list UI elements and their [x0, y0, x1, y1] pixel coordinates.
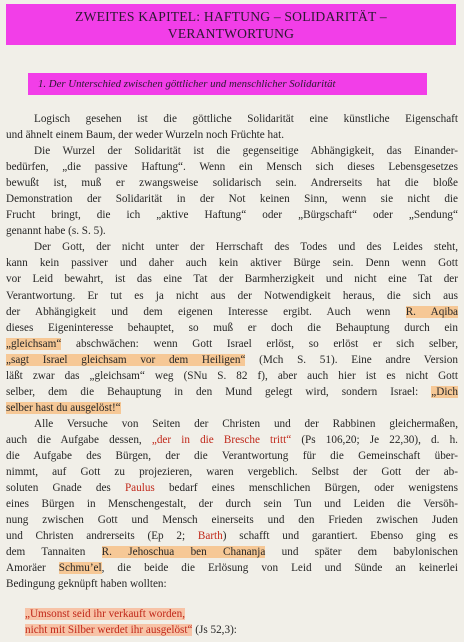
quote-reference: (Js 52,3):: [192, 624, 237, 636]
text-fragment: Amoräer: [6, 562, 59, 575]
text-fragment: (Mch S. 51). Eine andre Version: [245, 353, 458, 366]
text-line: [6, 384, 458, 400]
text-line: [6, 480, 458, 496]
text-line: eines Bürgen in Menschengestalt, der durch sein Tun und Leiden die Versöh-: [6, 498, 458, 511]
text-line: [6, 528, 458, 544]
quote-line-1: „Umsonst seid ihr verkauft worden,: [25, 608, 186, 620]
text-line: Verantwortung. Er tut es ja nicht aus der Notwendigkeit heraus, die sich aus: [6, 289, 458, 302]
text-line: [6, 400, 458, 416]
text-line: nimmt, auf Gott zu projezieren, waren vergeblich. Selbst der Gott der ab-: [6, 466, 458, 479]
highlight-r-jehoschua: R. Jehoschua ben Chananja: [101, 546, 266, 559]
highlight-sagt-israel: „sagt Israel gleichsam vor dem Heiligen“: [6, 353, 246, 366]
text-fragment: auch die Aufgabe dessen,: [6, 433, 152, 446]
text-line: die Aufgabe des Bürgen, der die Verantwortung für die Gemeinschaft über-: [6, 449, 458, 462]
highlight-dich-selber: „Dich: [431, 385, 458, 398]
quote-line-2: nicht mit Silber werdet ihr ausgelöst“: [25, 624, 193, 636]
text-fragment: dem Tannaiten: [6, 546, 102, 559]
text-fragment: ) schafft und garantiert. Ebenso ging es: [222, 530, 458, 543]
text-line: Der Gott, der nicht unter der Herrschaft des Todes und des Leides steht,: [34, 241, 458, 254]
body-text: [6, 111, 458, 592]
paragraph-2: [6, 143, 458, 239]
text-fragment: , die beide die Erlösung von Leid und Sünde an keinerlei: [101, 562, 458, 575]
text-fragment: selber, dem die Behauptung in den Mund gelegt wird, sondern Israel:: [6, 385, 432, 398]
text-line: genannt habe (s. S. 5).: [6, 225, 106, 238]
chapter-heading: [6, 4, 456, 45]
text-line: vor Leid bewahrt, ist das eine Tat der Barmherzigkeit und nicht eine Tat der: [6, 273, 458, 286]
text-line: Bedingung geknüpft haben wollten:: [6, 578, 167, 591]
text-line: [6, 336, 458, 352]
red-name-paulus: Paulus: [124, 482, 155, 495]
text-fragment: abschwächen: wenn Gott Israel erlöst, so erlöst er sich selber,: [61, 337, 458, 350]
red-quote-bresche: „der in die Bresche tritt“: [151, 433, 292, 446]
red-name-barth: Barth: [197, 530, 223, 543]
text-line: [6, 544, 458, 560]
text-fragment: bedarf eines menschlichen Bürgen, oder wenigstens: [154, 482, 458, 495]
block-quote: [25, 606, 237, 638]
chapter-heading-line-2: VERANTWORTUNG: [167, 26, 295, 41]
text-fragment: soluten Gnade des: [6, 482, 125, 495]
text-line: Frucht bringt, die ich „aktive Haftung“ oder „Bürgschaft“ oder „Sendung“: [6, 209, 458, 222]
highlight-dich-selber-cont: selber hast du ausgelöst!“: [6, 401, 121, 414]
paragraph-4: [6, 416, 458, 593]
paragraph-3: [6, 239, 458, 416]
text-fragment: und Christen andrerseits (Ep 2;: [6, 530, 198, 543]
text-line: nung zwischen Gott und Mensch einerseits und den Frieden zwischen Juden: [6, 514, 458, 527]
text-line: Demonstration der Solidarität in der Not keinen Sinn, wenn sie nicht die: [6, 193, 458, 206]
text-line: bedürfen, „die passive Haftung“. Wenn ein Mensch sich dieses Lebensgesetzes: [6, 161, 458, 174]
text-line: dieses Eigeninteresse behauptet, so muß er doch die Behauptung durch ein: [6, 321, 458, 334]
text-fragment: und später dem babylonischen: [265, 546, 458, 559]
text-line: [6, 352, 458, 368]
section-heading: 1. Der Unterschied zwischen göttlicher und menschlicher Solidarität: [28, 73, 427, 95]
text-line: kann kein passiver und daher auch kein aktiver Bürge sein. Denn wenn Gott: [6, 257, 458, 270]
text-line: [6, 560, 458, 576]
highlight-schmuel: Schmu’el: [58, 562, 102, 575]
highlight-gleichsam: „gleichsam“: [6, 337, 62, 350]
text-line: [6, 432, 458, 448]
highlight-r-aqiba: R. Aqiba: [405, 305, 459, 318]
text-line: und ähnelt einem Baum, der weder Wurzeln noch Früchte hat.: [6, 129, 285, 142]
chapter-heading-line-1: ZWEITES KAPITEL: HAFTUNG – SOLIDARITÄT –: [75, 9, 387, 24]
text-line: Logisch gesehen ist die göttliche Solidarität eine künstliche Eigenschaft: [34, 113, 458, 125]
text-line: Alle Versuche von Seiten der Christen und der Rabbinen gleichermaßen,: [34, 417, 458, 430]
text-line: läßt zwar das „gleichsam“ weg (SNu S. 82 f), aber auch hier ist es nicht Gott: [6, 369, 458, 382]
text-fragment: der Abhängigkeit und dem eigenen Interesse ergibt. Auch wenn: [6, 305, 391, 318]
text-fragment: (Ps 106,20; Je 22,30), d. h.: [291, 433, 458, 446]
text-line: bewußt ist, muß er zwangsweise solidarisch sein. Andrerseits hat die bloße: [6, 177, 458, 190]
paragraph-1: [6, 111, 458, 143]
text-line: [6, 304, 458, 320]
text-line: Die Wurzel der Solidarität ist die gegenseitige Abhängigkeit, das Einander-: [34, 145, 458, 158]
